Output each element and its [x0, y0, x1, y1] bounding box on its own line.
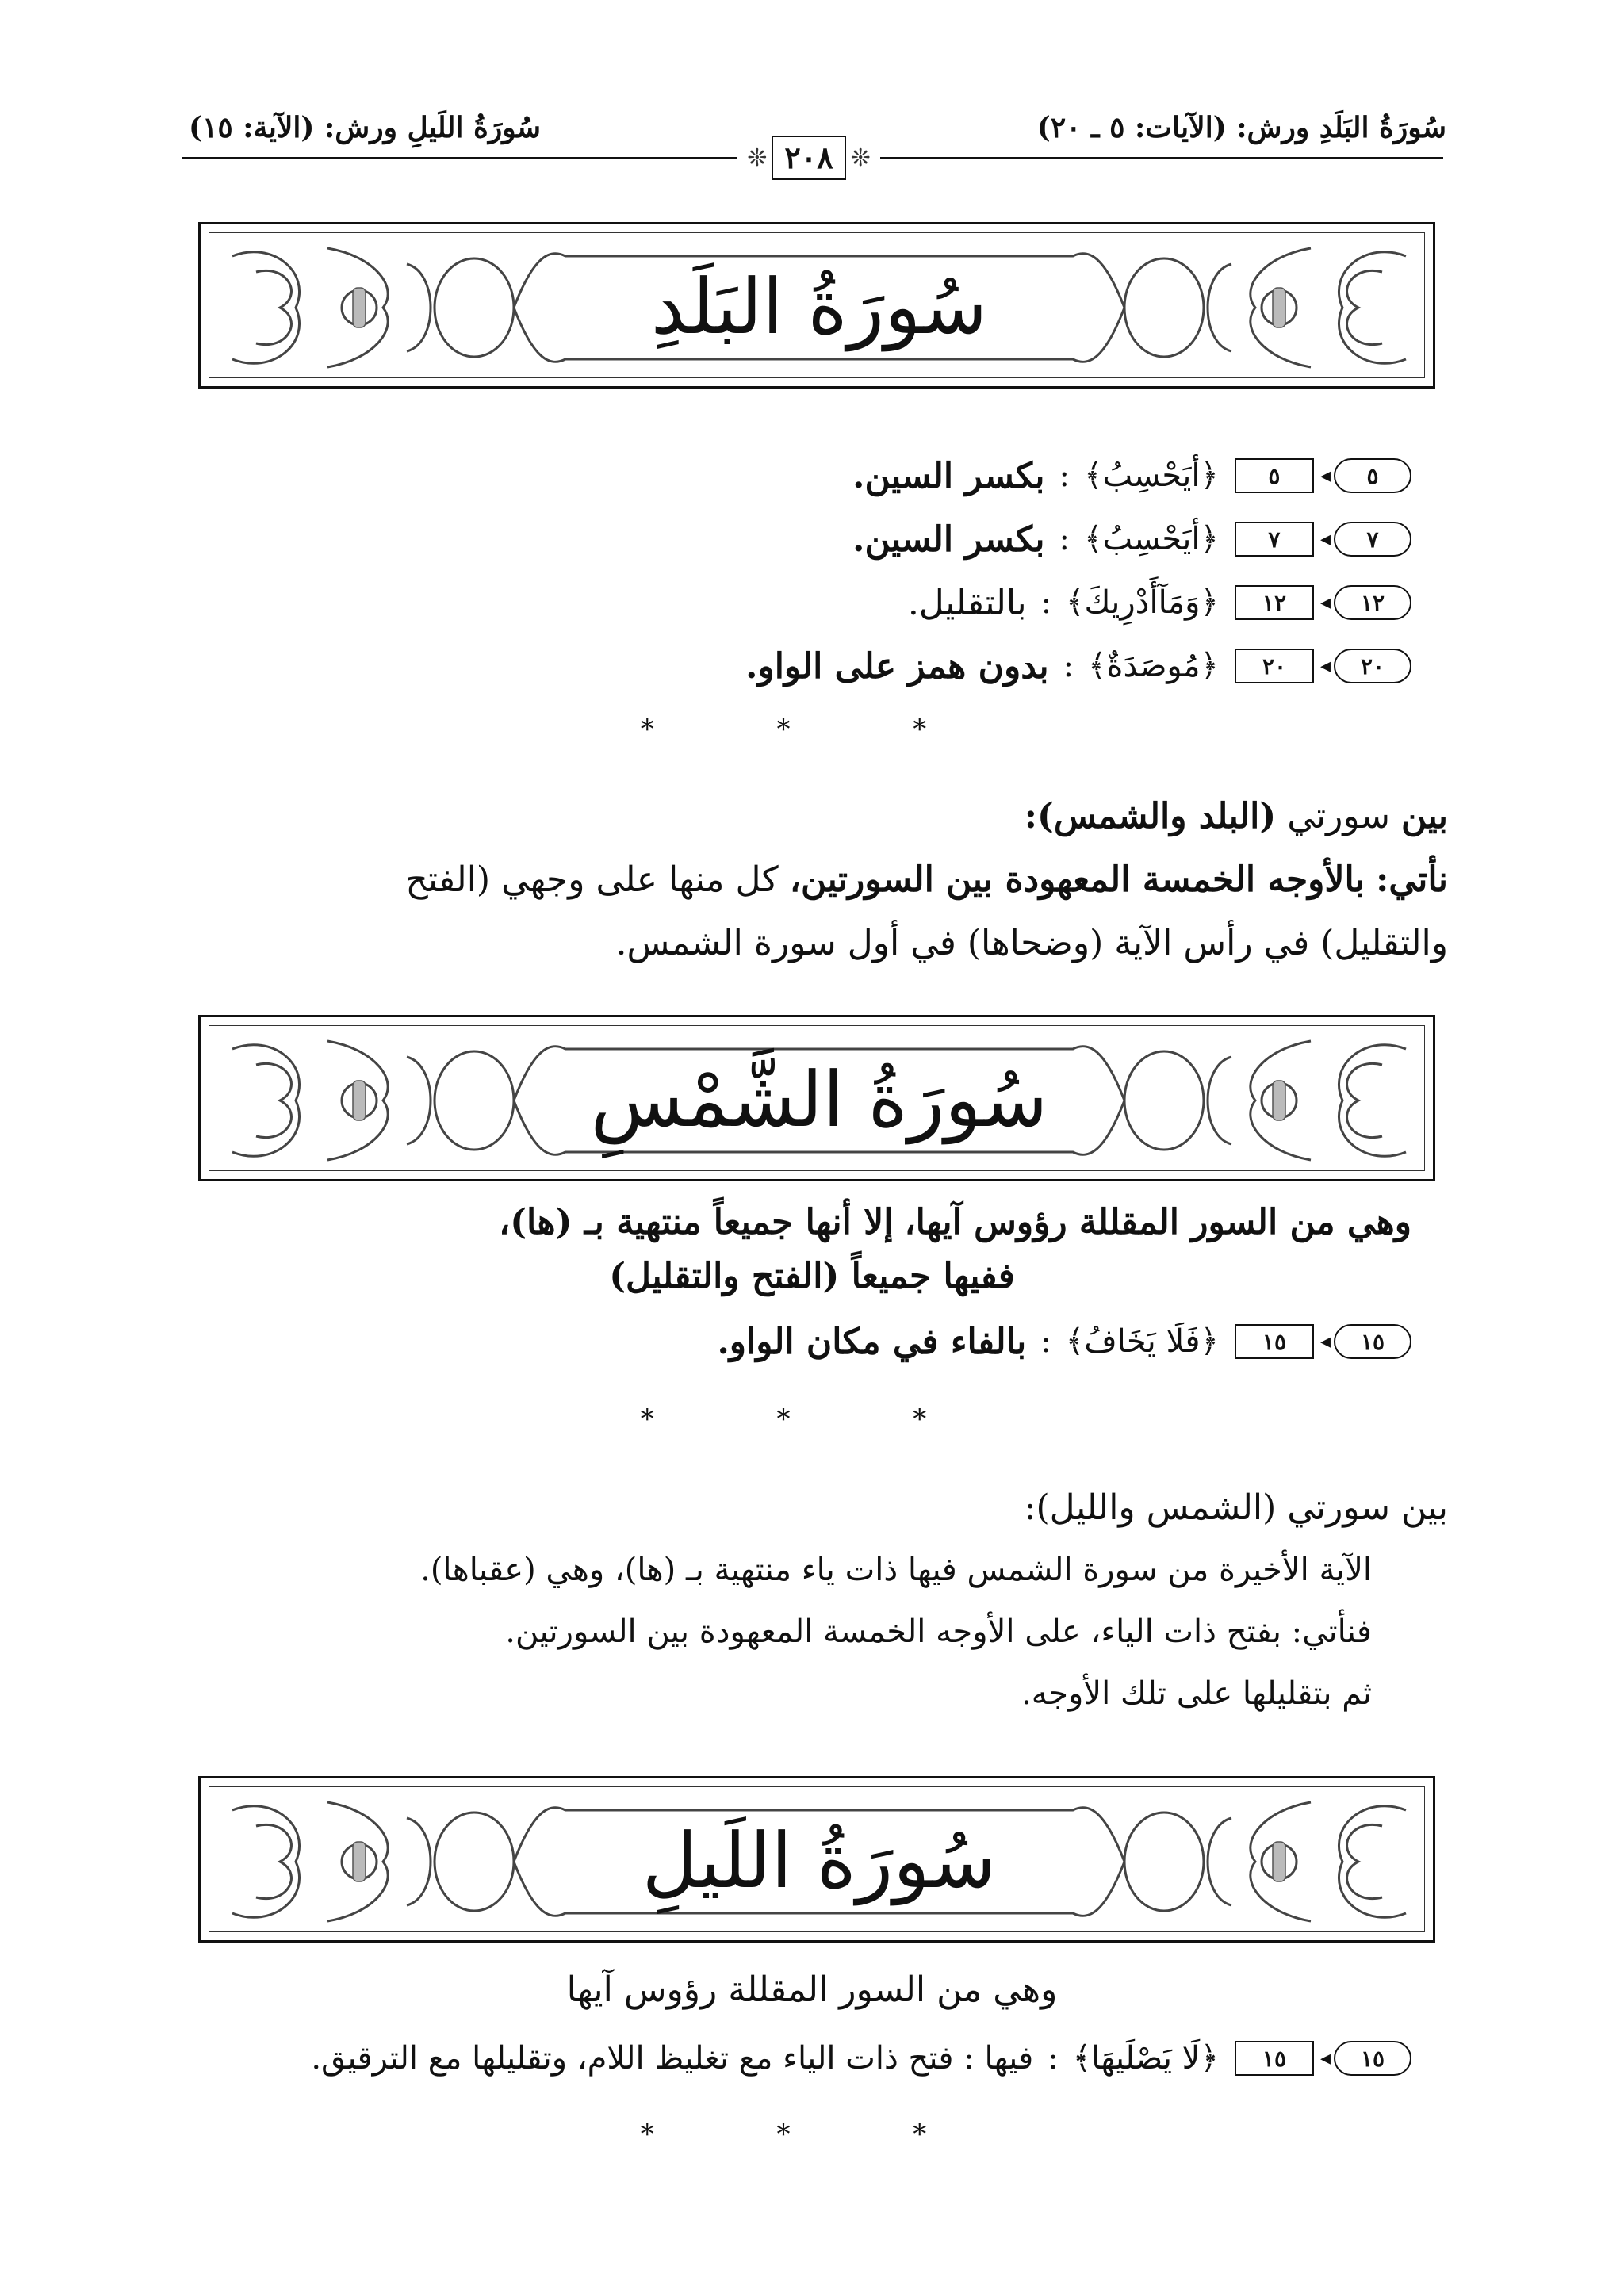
quran-word: ﴿أيَحْسِبُ﴾: [1084, 457, 1219, 494]
quran-word: ﴿فَلَا يَخَافُ﴾: [1065, 1323, 1219, 1360]
colon-separator: :: [1059, 521, 1071, 557]
entry-row: [745, 641, 1411, 691]
verse-number-box: ١٢: [1235, 585, 1314, 620]
colon-separator: :: [1040, 1323, 1051, 1360]
pill-tail-icon: ◂: [1320, 2046, 1331, 2070]
paragraph-line: الآية الأخيرة من سورة الشمس فيها ذات ياء منتهية بـ (ها)، وهي (عقباها).: [420, 1552, 1372, 1588]
section-heading: بين سورتي (الشمس والليل):: [1024, 1487, 1448, 1528]
entry-row: [908, 577, 1411, 628]
quran-word: ﴿وَمَآأَدْرِيكَ﴾: [1066, 584, 1219, 621]
entry-row: [717, 1316, 1411, 1367]
paragraph-line: ثم بتقليلها على تلك الأوجه.: [1021, 1675, 1372, 1712]
pill-tail-icon: ◂: [1320, 464, 1331, 488]
quran-word: ﴿مُوصَدَةٌ﴾: [1088, 648, 1219, 684]
explanation: فيها : فتح ذات الياء مع تغليظ اللام، وتقليلها مع الترقيق.: [311, 2040, 1034, 2077]
page-number-badge: [745, 133, 872, 182]
explanation: بدون همز على الواو.: [745, 645, 1049, 687]
explanation: بالفاء في مكان الواو.: [717, 1321, 1027, 1362]
intro-bold: وهي من السور المقللة رؤوس آيها،: [904, 1202, 1411, 1242]
colon-separator: :: [1059, 457, 1071, 494]
surah-banner-layl: [198, 1776, 1435, 1943]
line-rest: كل منها على وجهي (الفتح: [405, 859, 779, 900]
header-left-title: سُورَةُ اللَيلِ ورش: (الآية: ١٥): [189, 111, 542, 144]
verse-number-pill: ١٥: [1334, 1324, 1411, 1359]
pill-tail-icon: ◂: [1320, 591, 1331, 614]
entry-row: [852, 450, 1411, 501]
quran-word: ﴿لَا يَصْلَيهَا﴾: [1072, 2040, 1219, 2077]
intro-rest: إلا أنها جميعاً منتهية بـ (ها)،: [499, 1202, 894, 1242]
header-rule-left: [182, 157, 737, 159]
header-rule-right: [880, 157, 1443, 159]
verse-number-pill: ٥: [1334, 458, 1411, 493]
verse-number-box: ١٥: [1235, 1324, 1314, 1359]
line-bold: بالأوجه الخمسة المعهودة بين السورتين،: [789, 859, 1365, 900]
section-heading: [1025, 793, 1448, 840]
colon-separator: :: [1063, 648, 1074, 684]
verse-number-pill: ١٥: [1334, 2041, 1411, 2076]
section-separator-stars: * * *: [640, 2119, 984, 2150]
surah-title: سُورَةُ البَلَدِ: [650, 262, 988, 351]
line-lead: نأتي:: [1376, 859, 1448, 900]
colon-separator: :: [1040, 584, 1052, 621]
intro-line: [499, 1199, 1411, 1246]
paragraph-line: والتقليل) في رأس الآية (وضحاها) في أول سورة الشمس.: [615, 923, 1448, 963]
explanation: بالتقليل.: [907, 582, 1027, 623]
intro-line: وهي من السور المقللة رؤوس آيها: [566, 1970, 1058, 2010]
explanation: بكسر السين.: [852, 519, 1045, 560]
pill-tail-icon: ◂: [1320, 527, 1331, 551]
page-number: ٢٠٨: [772, 136, 845, 180]
header-right-title: سُورَةُ البَلَدِ ورش: (الآيات: ٥ ـ ٢٠): [1036, 111, 1446, 144]
section-separator-stars: * * *: [640, 714, 984, 745]
paragraph-line: فنأتي: بفتح ذات الياء، على الأوجه الخمسة المعهودة بين السورتين.: [505, 1614, 1372, 1650]
verse-number-pill: ٢٠: [1334, 649, 1411, 683]
section-separator-stars: * * *: [640, 1403, 984, 1435]
entry-row: [852, 514, 1411, 565]
heading-paren: (البلد والشمس):: [1024, 796, 1277, 836]
surah-banner-shams: [198, 1015, 1435, 1181]
verse-number-box: ٢٠: [1235, 649, 1314, 683]
intro-line: ففيها جميعاً (الفتح والتقليل): [609, 1256, 1015, 1296]
heading-text: سورتي: [1287, 796, 1390, 836]
verse-number-pill: ١٢: [1334, 585, 1411, 620]
ornament-icon: ❊: [747, 144, 768, 172]
verse-number-pill: ٧: [1334, 522, 1411, 557]
ornament-icon: ❊: [850, 144, 871, 172]
colon-separator: :: [1048, 2040, 1059, 2077]
surah-title: سُورَةُ اللَيلِ: [642, 1816, 997, 1905]
quran-word: ﴿أيَحْسِبُ﴾: [1084, 521, 1219, 557]
surah-banner-balad: [198, 222, 1435, 389]
pill-tail-icon: ◂: [1320, 654, 1331, 678]
verse-number-box: ١٥: [1235, 2041, 1314, 2076]
verse-number-box: ٧: [1235, 522, 1314, 557]
paragraph-line: [405, 856, 1448, 904]
explanation: بكسر السين.: [852, 455, 1045, 496]
heading-lead: بين: [1400, 796, 1448, 836]
pill-tail-icon: ◂: [1320, 1330, 1331, 1353]
verse-number-box: ٥: [1235, 458, 1314, 493]
entry-row: [311, 2033, 1411, 2084]
surah-title: سُورَةُ الشَّمْسِ: [590, 1055, 1048, 1144]
